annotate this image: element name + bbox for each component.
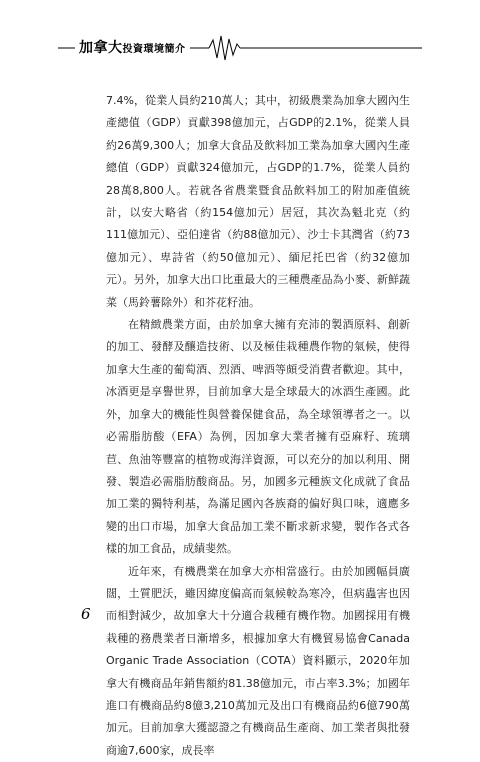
paragraph-1: 7.4%，從業人員約210萬人；其中，初級農業為加拿大國內生產總值（GDP）貢獻398億加元，占GDP的2.1%，從業人員約26萬9,300人；加拿大食品及飲料加工業為加拿大國內生產總值（GDP）貢獻324億加元，占GDP的1.7%，從業人員約28萬8,800人。若就各省農業暨食品飲料加工的附加產值統計，以安大略省（約154億加元）居冠，其次為魁北克（約111億加元）、亞伯達省（約88億加元）、沙士卡其灣省（約73億加元）、卑詩省（約50億加元）、緬尼托巴省（約32億加元）。另外，加拿大出口比重最大的三種農產品為小麥、新鮮蔬菜（馬鈴薯除外）和芥花籽油。 bbox=[106, 94, 410, 309]
header-title-sub: 投資環境簡介 bbox=[122, 44, 186, 55]
paragraph-3: 近年來，有機農業在加拿大亦相當盛行。由於加國幅員廣闊，土質肥沃，雖因緯度偏高而氣候較為寒冷，但病蟲害也因而相對減少，故加拿大十分適合栽種有機作物。加國採用有機栽種的務農業者日漸增多，根據加拿大有機貿易協會Canada Organic Trade Association（COTA）資料顯示，2020年加拿大有機商品年銷售額約81.38億加元，市占率3.3%；加國年進口有機商品約8億3,210萬加元及出口有機商品約6億790萬加元。目前加拿大獲認證之有機商品生產商、加工業者與批發商逾7,600家，成長率 bbox=[106, 564, 410, 757]
body-text bbox=[106, 90, 410, 762]
paragraph-2: 在精緻農業方面，由於加拿大擁有充沛的製酒原料、創新的加工、發酵及釀造技術、以及極佳栽種農作物的氣候，使得加拿大生產的葡萄酒、烈酒、啤酒等頗受消費者歡迎。其中，冰酒更是享譽世界，目前加拿大是全球最大的冰酒生產國。此外，加拿大的機能性與營養保健食品，為全球領導者之一。以必需脂肪酸（EFA）為例，因加拿大業者擁有亞麻籽、琉璃苣、魚油等豐富的植物或海洋資源，可以充分的加以利用、開發、製造必需脂肪酸商品。另，加國多元種族文化成就了食品加工業的獨特利基，為滿足國內各族裔的偏好與口味，適應多變的出口市場，加拿大食品加工業不斷求新求變，製作各式各樣的加工食品，成績斐然。 bbox=[106, 318, 410, 556]
header-title bbox=[75, 37, 190, 57]
page-number: 6 bbox=[81, 605, 91, 623]
header-title-main: 加拿大 bbox=[79, 40, 123, 56]
running-header bbox=[0, 30, 480, 66]
heartbeat-line-icon bbox=[0, 30, 480, 66]
